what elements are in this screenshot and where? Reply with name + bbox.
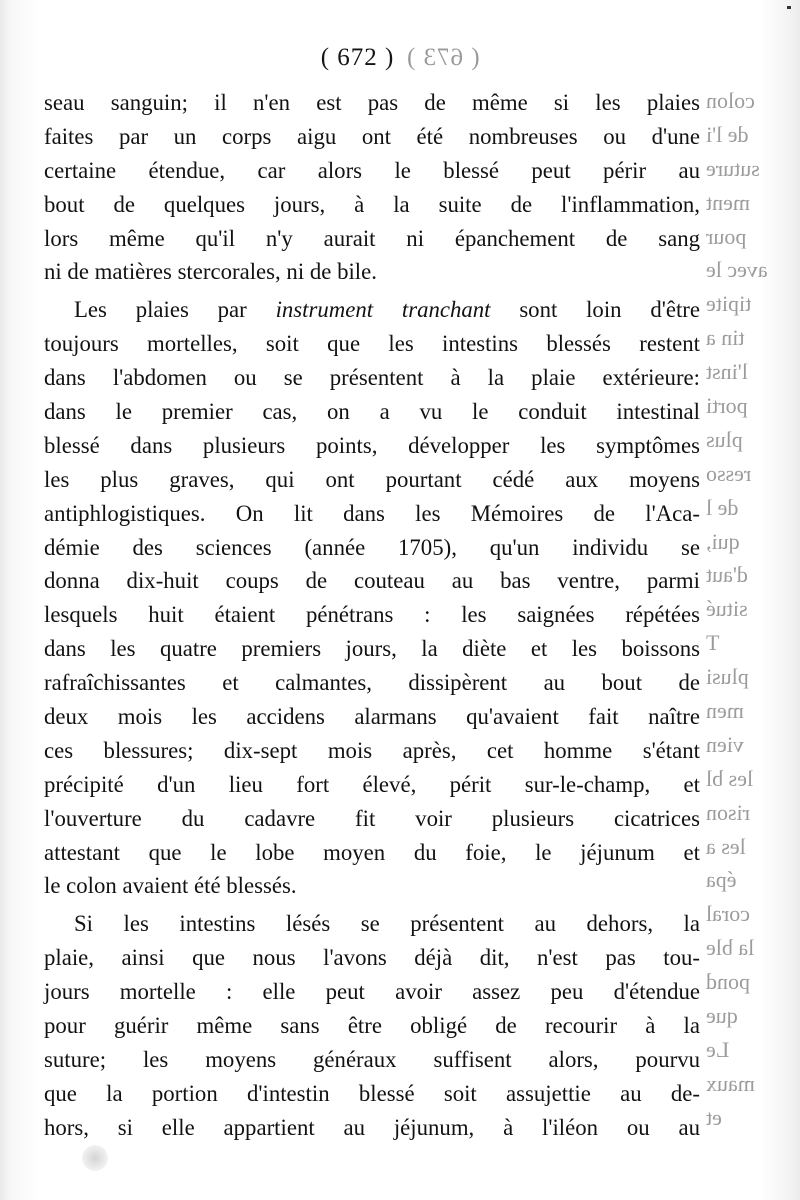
body-text	[44, 86, 700, 1145]
text-line: ni de matières stercorales, ni de bile.	[44, 259, 377, 285]
text-line: dans le premier cas, on a vu le conduit intestinal	[44, 399, 700, 425]
text-line: attestant que le lobe moyen du foie, le jéjunum et	[44, 839, 700, 865]
text-line: hors, si elle appartient au jéjunum, à l'iléon ou au	[44, 1114, 700, 1140]
text-line: lesquels huit étaient pénétrans : les saignées répétées	[44, 602, 700, 628]
text-line: démie des sciences (année 1705), qu'un individu se	[44, 534, 700, 560]
show-through-text: colon de l'i suture ment pour avec le tipite tin a l'inst porti plus resso de l qui, d'aut situé T plusi men vien les bl rison les a épa coral la ble pond que Le maux et	[706, 88, 768, 1130]
text-line: les plus graves, qui ont pourtant cédé aux moyens	[44, 466, 700, 492]
text-line: jours mortelle : elle peut avoir assez peu d'étendue	[44, 979, 700, 1005]
text-line: l'ouverture du cadavre fit voir plusieurs cicatrices	[44, 805, 700, 831]
text-line: le colon avaient été blessés.	[44, 873, 297, 899]
text-line: pour guérir même sans être obligé de recourir à la	[44, 1013, 700, 1039]
paragraph-start-line: Si les intestins lésés se présentent au dehors, la	[74, 911, 700, 937]
text-line: plaie, ainsi que nous l'avons déjà dit, n'est pas tou-	[44, 945, 700, 971]
text-line: ces blessures; dix-sept mois après, cet homme s'étant	[44, 737, 700, 763]
text-line: antiphlogistiques. On lit dans les Mémoires de l'Aca-	[44, 500, 700, 526]
text-line: blessé dans plusieurs points, développer les symptômes	[44, 432, 700, 458]
text-run: Les plaies par	[74, 297, 276, 323]
text-line: certaine étendue, car alors le blessé peut périr au	[44, 157, 700, 183]
paper-stain	[82, 1145, 108, 1171]
text-line: bout de quelques jours, à la suite de l'inflammation,	[44, 191, 700, 217]
show-through-page-number: ( 673 )	[405, 44, 480, 71]
text-line: lors même qu'il n'y aurait ni épanchement de sang	[44, 225, 700, 251]
text-line: seau sanguin; il n'en est pas de même si les plaies	[44, 90, 700, 115]
page-number: ( 672 )	[320, 44, 395, 71]
text-line: dans l'abdomen ou se présentent à la plaie extérieure:	[44, 365, 700, 391]
italic-phrase: instrument tranchant	[275, 297, 491, 323]
scan-mark	[787, 6, 791, 9]
text-line: donna dix-huit coups de couteau au bas ventre, parmi	[44, 568, 700, 594]
text-line: rafraîchissantes et calmantes, dissipèrent au bout de	[44, 670, 700, 696]
text-line: suture; les moyens généraux suffisent alors, pourvu	[44, 1046, 700, 1072]
text-run: sont loin d'être	[490, 297, 701, 323]
text-line: que la portion d'intestin blessé soit assujettie au de-	[44, 1080, 700, 1106]
text-line: toujours mortelles, soit que les intestins blessés restent	[44, 331, 700, 357]
paragraph-start-line	[44, 293, 700, 327]
text-line: dans les quatre premiers jours, la diète et les boissons	[44, 636, 700, 662]
page-number-header	[0, 44, 800, 72]
text-line: faites par un corps aigu ont été nombreuses ou d'une	[44, 123, 700, 149]
text-line: deux mois les accidens alarmans qu'avaient fait naître	[44, 704, 700, 730]
text-line: précipité d'un lieu fort élevé, périt sur-le-champ, et	[44, 771, 700, 797]
